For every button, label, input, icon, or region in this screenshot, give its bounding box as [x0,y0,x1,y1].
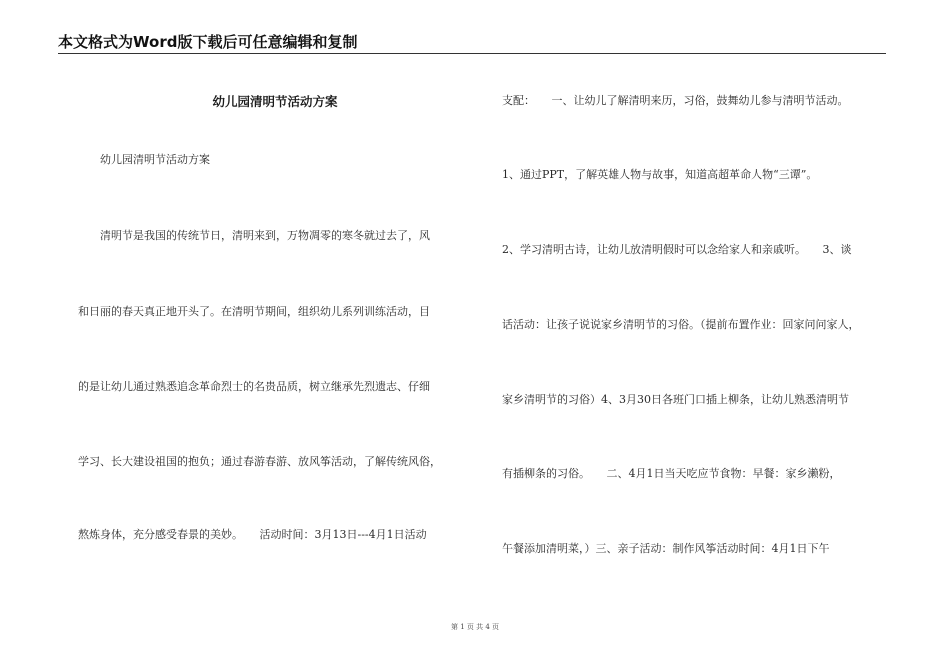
paragraph-line: 清明节是我国的传统节日，清明来到，万物凋零的寒冬就过去了，风 [100,229,430,242]
paragraph-line: 学习、长大建设祖国的抱负；通过春游春游、放风筝活动，了解传统风俗， [78,455,441,468]
page-number: 第 1 页 共 4 页 [450,623,500,631]
paragraph-line: 1、通过PPT，了解英雄人物与故事，知道高超革命人物“三谭”。 [502,168,818,181]
paragraph-line: 的是让幼儿通过熟悉追念革命烈士的名贵品质，树立继承先烈遗志、仔细 [78,380,430,393]
paragraph-line: 午餐添加清明菜，）三、亲子活动：制作风筝活动时间：4月1日下午 [502,542,830,555]
paragraph-line: 家乡清明节的习俗）4、3月30日各班门口插上柳条，让幼儿熟悉清明节 [502,393,849,406]
document-title: 幼儿园清明节活动方案 [212,94,338,109]
subtitle-line: 幼儿园清明节活动方案 [100,153,210,166]
paragraph-line: 话活动：让孩子说说家乡清明节的习俗。（提前布置作业：回家问问家人， [502,318,860,331]
paragraph-line: 支配： 一、让幼儿了解清明来历，习俗，鼓舞幼儿参与清明节活动。 [502,94,849,107]
paragraph-line: 和日丽的春天真正地开头了。在清明节期间，组织幼儿系列训练活动，目 [78,305,430,318]
banner-text: 本文格式为Word版下载后可任意编辑和复制 [58,33,358,51]
paragraph-line: 2、学习清明古诗，让幼儿放清明假时可以念给家人和亲戚听。 3、谈 [502,243,852,256]
paragraph-line: 熬炼身体，充分感受春景的美妙。 活动时间：3月13日---4月1日活动 [78,528,427,541]
paragraph-line: 有插柳条的习俗。 二、4月1日当天吃应节食物：早餐：家乡濑粉， [502,467,841,480]
right-column [502,0,892,672]
left-column [78,0,472,672]
